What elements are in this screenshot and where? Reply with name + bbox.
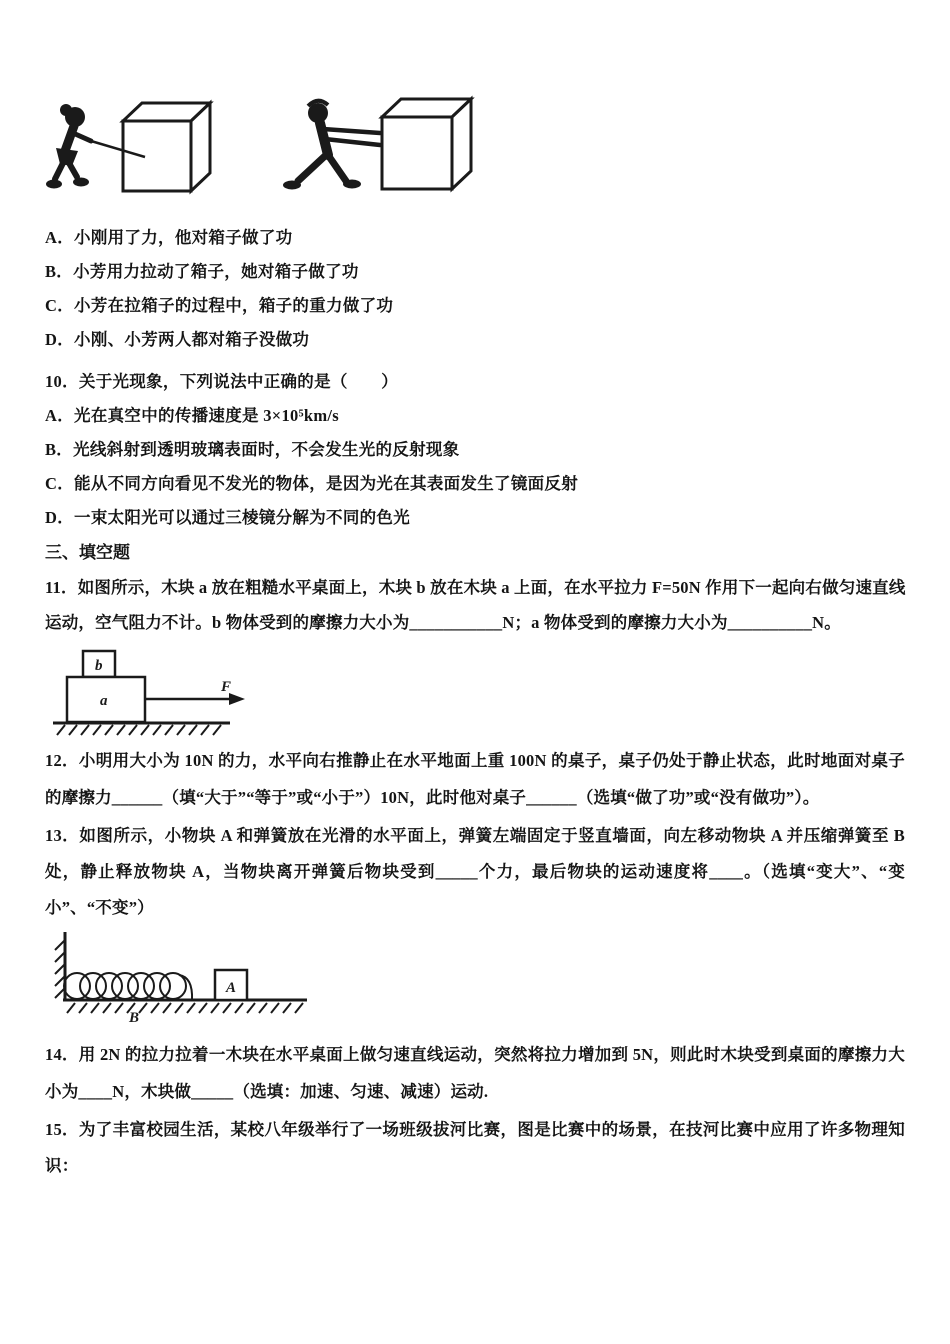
q14-line-1: 14．用 2N 的拉力拉着一木块在水平桌面上做匀速直线运动，突然将拉力增加到 5N，则此时木块受到桌面的摩擦力大 [45, 1045, 905, 1064]
block-A-label: A [226, 980, 237, 996]
box-icon [123, 103, 210, 191]
q11-figure-wrap [45, 645, 905, 740]
question-10 [45, 365, 905, 535]
block-b-label: b [95, 658, 103, 674]
girl-pulling-box-figure [46, 103, 210, 191]
question-9-illustration-wrap [45, 0, 905, 205]
q9-option-c: C．小芳在拉箱子的过程中，箱子的重力做了功 [45, 296, 394, 315]
q10-option-d: D．一束太阳光可以通过三棱镜分解为不同的色光 [45, 508, 411, 527]
q15-line-2: 识： [45, 1156, 79, 1175]
q12-line-1: 12．小明用大小为 10N 的力，水平向右推静止在水平地面上重 100N 的桌子，桌子仍处于静止状态，此时地面对桌子 [45, 751, 905, 770]
question-9-options [45, 221, 905, 357]
ground [63, 1000, 307, 1013]
q14-line-2: 小为____N，木块做_____（选填：加速、匀速、减速）运动. [45, 1082, 489, 1101]
spring-coil [64, 973, 192, 1000]
q13-line-2: 处，静止释放物块 A，当物块离开弹簧后物块受到_____个力，最后物块的运动速度将____。（选填“变大”、“变 [45, 862, 905, 881]
q9-option-b: B．小芳用力拉动了箱子，她对箱子做了功 [45, 262, 359, 281]
q10-stem: 10．关于光现象，下列说法中正确的是（ ） [45, 372, 399, 391]
position-label-B: B [129, 1010, 140, 1026]
pull-push-box-illustration [45, 93, 485, 205]
q10-option-a: A．光在真空中的传播速度是 3×10⁵km/s [45, 406, 339, 425]
q11-line-1: 11．如图所示，木块 a 放在粗糙水平桌面上，木块 b 放在木块 a 上面，在水平拉力 F=50N 作用下一起向右做匀速直线 [45, 578, 906, 597]
boy-figure [283, 101, 380, 190]
q11-line-2: 运动，空气阻力不计。b 物体受到的摩擦力大小为___________N；a 物体受到的摩擦力大小为__________N。 [45, 613, 841, 632]
box-icon [382, 99, 471, 189]
q10-option-c: C．能从不同方向看见不发光的物体，是因为光在其表面发生了镜面反射 [45, 474, 579, 493]
q10-option-b: B．光线斜射到透明玻璃表面时，不会发生光的反射现象 [45, 440, 460, 459]
spring-block-figure [45, 926, 345, 1026]
ground [53, 723, 230, 735]
force-label: F [221, 679, 232, 695]
q13-line-1: 13．如图所示，小物块 A 和弹簧放在光滑的水平面上，弹簧左端固定于竖直墙面，向左移动物块 A 并压缩弹簧至 B [45, 826, 905, 845]
question-11 [45, 570, 905, 640]
question-14 [45, 1036, 905, 1110]
blocks-force-figure [45, 645, 285, 740]
question-12 [45, 742, 905, 816]
block-a-label: a [100, 693, 108, 709]
wall [55, 932, 65, 1000]
boy-pushing-box-figure [283, 99, 471, 190]
q9-option-d: D．小刚、小芳两人都对箱子没做功 [45, 330, 310, 349]
q15-line-1: 15．为了丰富校园生活，某校八年级举行了一场班级拔河比赛，图是比赛中的场景，在技河比赛中应用了许多物理知 [45, 1120, 905, 1139]
section-3-title: 三、填空题 [45, 543, 130, 562]
q13-figure-wrap [45, 926, 905, 1026]
q12-line-2: 的摩擦力______（填“大于”“等于”或“小于”）10N，此时他对桌子______（选填“做了功”或“没有做功”）。 [45, 788, 820, 807]
question-15 [45, 1112, 905, 1184]
q9-option-a: A．小刚用了力，他对箱子做了功 [45, 228, 293, 247]
q13-line-3: 小”、“不变”） [45, 898, 154, 917]
question-13 [45, 818, 905, 926]
